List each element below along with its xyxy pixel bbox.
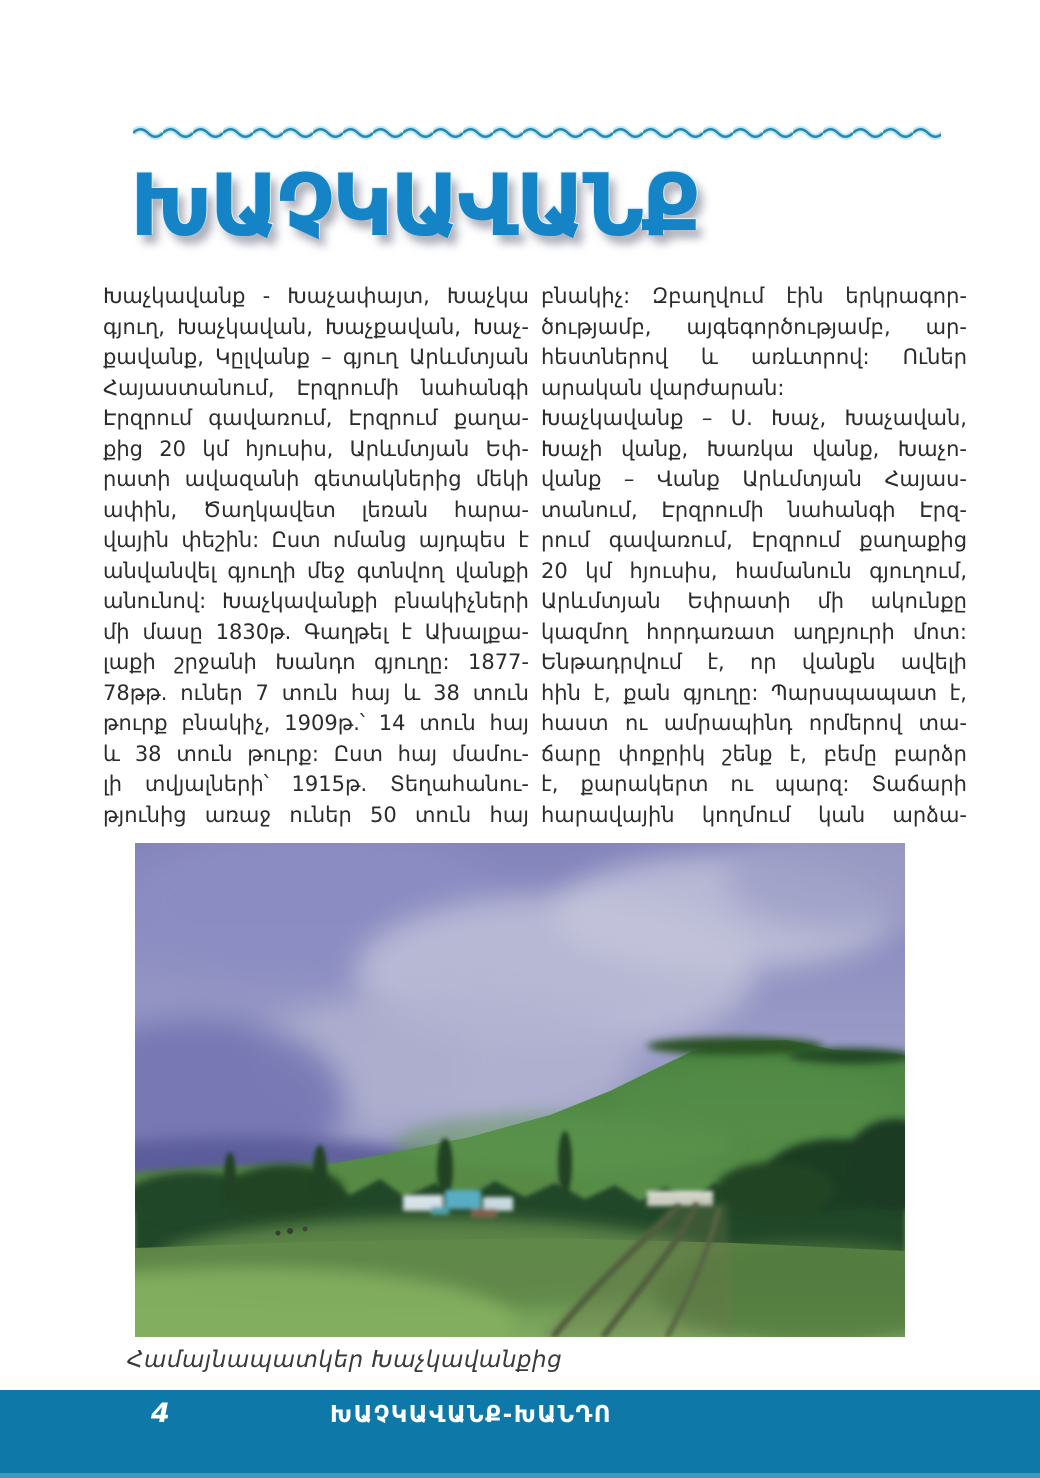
text-line: կազմող հորդառատ աղբյուրի մոտ: [541,619,967,644]
text-line: Խաչկավանք - Խաչափայտ, Խաչկա [103,284,529,308]
text-line: թուրք բնակիչ, 1909թ.՝ 14 տուն հայ [103,711,529,735]
text-line: Էրզրում գավառում, Էրզրում քաղա- [103,406,529,430]
text-line: վանք – Վանք Արևմտյան Հայաս- [541,467,967,491]
text-line: րատի ավազանի գետակներից մեկի [103,467,529,491]
text-line: ծությամբ, այգեգործությամբ, ար- [541,314,967,339]
running-title: ԽԱՉԿԱՎԱՆՔ-ԽԱՆԴՈ [330,1402,613,1428]
text-line: հաստ ու ամրապինդ որմերով տա- [541,711,967,735]
footer-edge-strip [0,1473,1040,1478]
text-line: անվանվել գյուղի մեջ գտնվող վանքի [103,558,529,583]
text-line: լաքի շրջանի Խանդո գյուղը: 1877- [103,650,529,674]
text-line: Ենթադրվում է, որ վանքն ավելի [541,650,967,674]
landscape-photo [135,843,905,1337]
text-line: լի տվյալների՝ 1915թ. Տեղահանու- [103,772,529,796]
landscape-photo-art [135,843,905,1337]
text-line: անունով: Խաչկավանքի բնակիչների [103,589,529,613]
text-line: մի մասը 1830թ. Գաղթել է Ախալքա- [103,619,529,644]
page-title: ԽԱՉԿԱՎԱՆՔ [130,156,699,256]
text-line: րում գավառում, Էրզրում քաղաքից [541,528,967,552]
footer-bar [0,1390,1040,1478]
text-line: թյունից առաջ ուներ 50 տուն հայ [103,802,529,827]
text-line: գյուղ, Խաչկավան, Խաչքավան, Խաչ- [103,314,529,339]
text-line: քավանք, Կըլվանք – գյուղ Արևմտյան [103,345,529,369]
text-line: Արևմտյան Եփրատի մի ակունքը [541,589,967,613]
text-line: հարավային կողմում կան արձա- [541,802,967,827]
text-line: Խաչի վանք, Խառկա վանք, Խաչո- [541,436,967,461]
text-column-left [103,281,529,830]
text-line: արական վարժարան: [541,375,785,400]
text-line: 78թթ. ուներ 7 տուն հայ և 38 տուն [103,680,529,705]
text-line: ճարը փոքրիկ շենք է, բեմը բարձր [541,741,967,766]
text-line: հին է, քան գյուղը: Պարսպապատ է, [541,680,967,705]
text-line: քից 20 կմ հյուսիս, Արևմտյան Եփ- [103,436,529,461]
photo-caption: Համայնապատկեր Խաչկավանքից [127,1347,563,1373]
text-line: և 38 տուն թուրք: Ըստ հայ մամու- [103,741,529,766]
text-line: վային փեշին: Ըստ ոմանց այդպես է [103,528,529,552]
page-number: 4 [151,1398,170,1429]
text-line: է, քարակերտ ու պարզ: Տաճարի [541,772,967,796]
wave-divider-icon [133,124,941,142]
text-column-right [541,281,967,830]
text-line: Հայաստանում, Էրզրումի նահանգի [103,375,529,400]
text-line: 20 կմ հյուսիս, համանուն գյուղում, [541,558,967,583]
text-line: հեստներով և առևտրով: Ուներ [541,345,967,369]
text-line: ափին, Ծաղկավետ լեռան հարա- [103,497,529,522]
text-line: Խաչկավանք – Ս. Խաչ, Խաչավան, [541,406,967,430]
text-line: տանում, Էրզրումի նահանգի Էրզ- [541,497,967,522]
article-body [103,281,967,830]
text-line: բնակիչ: Զբաղվում էին երկրագոր- [541,284,967,308]
